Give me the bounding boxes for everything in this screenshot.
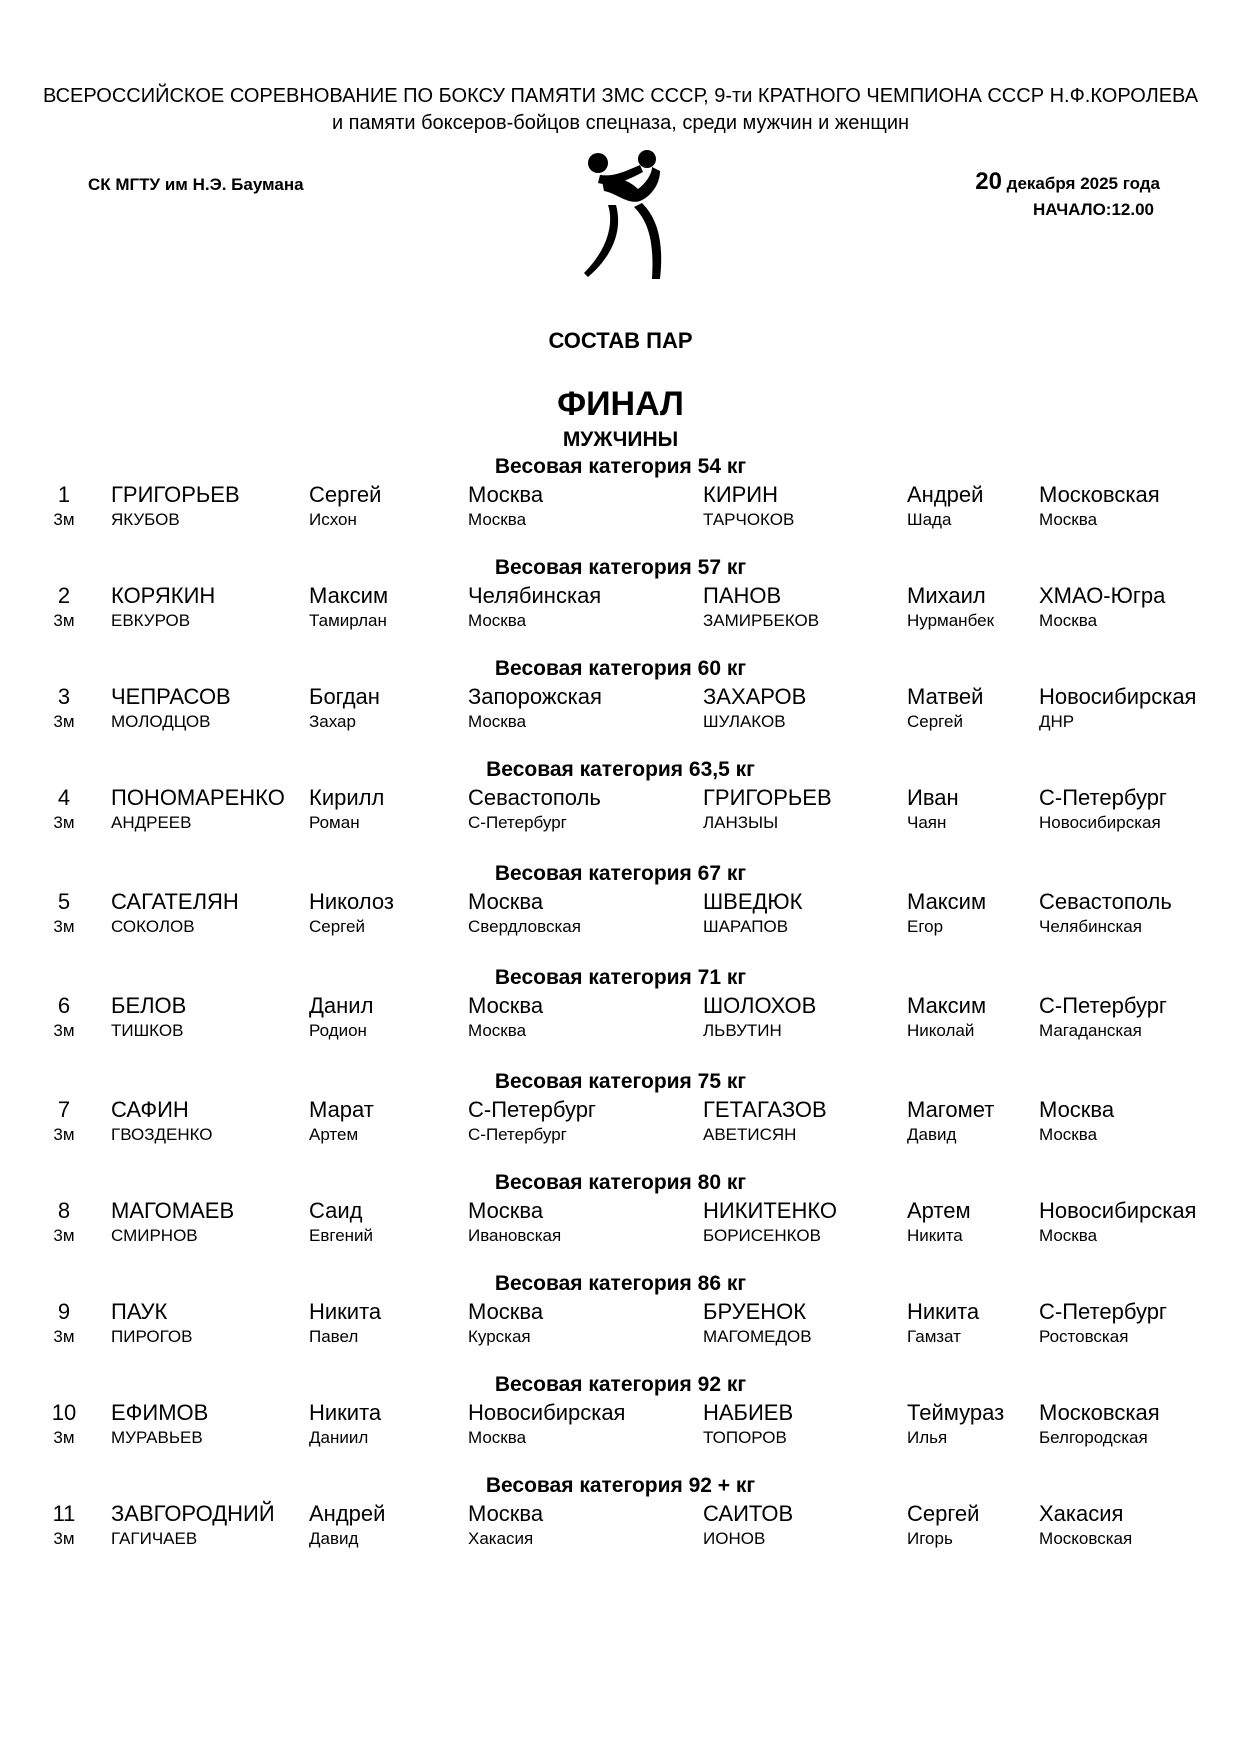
blue-coach-surname: ТАРЧОКОВ [703,510,795,529]
red-fighter-surname: САГАТЕЛЯН [111,889,239,914]
red-coach-name: Сергей [309,917,365,936]
venue: СК МГТУ им Н.Э. Баумана [88,175,304,194]
bout-fighters-row [0,583,1241,609]
red-coach-region: Москва [468,1428,527,1447]
red-coach-name: Захар [309,712,356,731]
blue-fighter-surname: БРУЕНОК [703,1299,807,1324]
red-fighter-region: Москва [468,1501,544,1526]
weight-category: Весовая категория 92 + кг [485,1474,756,1497]
red-coach-name: Даниил [309,1428,369,1447]
bout-fighters-row [0,1501,1241,1527]
bout-coaches-row [0,813,1241,835]
red-fighter-name: Никита [309,1400,382,1425]
blue-coach-region: Челябинская [1039,917,1142,936]
blue-fighter-name: Никита [907,1299,980,1324]
blue-coach-surname: ЗАМИРБЕКОВ [703,611,820,630]
red-coach-surname: ТИШКОВ [111,1021,184,1040]
blue-fighter-surname: ШОЛОХОВ [703,993,817,1018]
blue-coach-surname: ШАРАПОВ [703,917,789,936]
blue-fighter-region: Новосибирская [1039,684,1197,709]
red-fighter-surname: САФИН [111,1097,189,1122]
weight-category: Весовая категория 63,5 кг [486,758,755,781]
blue-fighter-region: Москва [1039,1097,1115,1122]
red-fighter-name: Богдан [309,684,380,709]
bout [0,758,1241,862]
bout [0,1171,1241,1272]
event-title-line-1: ВСЕРОССИЙСКОЕ СОРЕВНОВАНИЕ ПО БОКСУ ПАМЯТИ ЗМС СССР, 9-ти КРАТНОГО ЧЕМПИОНА СССР Н.Ф.КОРОЛЕВА [42,85,1199,107]
bout-fighters-row [0,1198,1241,1224]
red-coach-surname: ЕВКУРОВ [111,611,191,630]
final-title: ФИНАЛ [557,385,684,423]
event-date [880,168,1160,196]
blue-coach-surname: ШУЛАКОВ [703,712,786,731]
ring-label: 3м [53,1021,75,1040]
bout-number: 3 [57,684,71,709]
bout-number: 4 [57,785,71,810]
event-date-month-year: декабря 2025 года [1001,174,1160,193]
red-coach-surname: АНДРЕЕВ [111,813,192,832]
event-title-line-2: и памяти боксеров-бойцов спецназа, среди мужчин и женщин [331,112,910,134]
bout-coaches-row [0,1529,1241,1551]
bout-fighters-row [0,1299,1241,1325]
blue-coach-name: Шада [907,510,952,529]
red-coach-region: С-Петербург [468,813,567,832]
red-fighter-name: Николоз [309,889,394,914]
red-fighter-region: Новосибирская [468,1400,626,1425]
bout-number: 7 [57,1097,71,1122]
weight-category: Весовая категория 92 кг [494,1373,747,1396]
blue-fighter-name: Матвей [907,684,984,709]
red-coach-name: Родион [309,1021,367,1040]
bout-coaches-row [0,1226,1241,1248]
blue-coach-name: Егор [907,917,944,936]
bout [0,657,1241,758]
blue-coach-name: Никита [907,1226,963,1245]
bout-fighters-row [0,1097,1241,1123]
start-time: НАЧАЛО:12.00 [1032,200,1154,219]
blue-fighter-name: Артем [907,1198,971,1223]
blue-coach-region: Москва [1039,510,1098,529]
ring-label: 3м [53,611,75,630]
red-coach-name: Давид [309,1529,359,1548]
blue-coach-region: ДНР [1039,712,1075,731]
blue-fighter-surname: ГЕТАГАЗОВ [703,1097,827,1122]
blue-fighter-surname: ШВЕДЮК [703,889,803,914]
bout-coaches-row [0,510,1241,532]
blue-fighter-region: ХМАО-Югра [1039,583,1166,608]
date-block [880,168,1160,220]
red-fighter-region: Москва [468,889,544,914]
bout-number: 6 [57,993,71,1018]
red-coach-region: Москва [468,712,527,731]
red-coach-region: Москва [468,1021,527,1040]
bout-coaches-row [0,1327,1241,1349]
red-coach-name: Тамирлан [309,611,387,630]
weight-category: Весовая категория 60 кг [494,657,747,680]
blue-coach-name: Гамзат [907,1327,961,1346]
ring-label: 3м [53,1428,75,1447]
bout-number: 8 [57,1198,71,1223]
weight-category: Весовая категория 71 кг [494,966,747,989]
blue-fighter-surname: НАБИЕВ [703,1400,794,1425]
bout [0,1474,1241,1575]
blue-coach-region: Магаданская [1039,1021,1142,1040]
weight-category: Весовая категория 54 кг [494,455,747,478]
bout [0,862,1241,966]
bout-number: 2 [57,583,71,608]
red-coach-name: Евгений [309,1226,374,1245]
red-coach-surname: ПИРОГОВ [111,1327,193,1346]
blue-fighter-surname: ПАНОВ [703,583,782,608]
bout-fighters-row [0,482,1241,508]
blue-fighter-name: Максим [907,889,987,914]
red-coach-surname: ГАГИЧАЕВ [111,1529,198,1548]
red-fighter-surname: ПОНОМАРЕНКО [111,785,285,810]
boxer-leg-right [634,203,661,279]
weight-category: Весовая категория 67 кг [494,862,747,885]
bout-fighters-row [0,993,1241,1019]
ring-label: 3м [53,1226,75,1245]
blue-fighter-surname: САИТОВ [703,1501,794,1526]
bout [0,1272,1241,1373]
red-coach-surname: СОКОЛОВ [111,917,195,936]
bout [0,455,1241,556]
bout [0,1070,1241,1171]
blue-coach-name: Николай [907,1021,975,1040]
blue-coach-surname: ТОПОРОВ [703,1428,787,1447]
bout-number: 11 [52,1501,76,1526]
red-fighter-region: Москва [468,993,544,1018]
red-coach-region: Ивановская [468,1226,562,1245]
men-title: МУЖЧИНЫ [562,428,679,451]
blue-coach-region: Ростовская [1039,1327,1129,1346]
bout-coaches-row [0,1021,1241,1043]
bout-coaches-row [0,917,1241,939]
bout-number: 5 [57,889,71,914]
blue-fighter-name: Максим [907,993,987,1018]
red-coach-region: Курская [468,1327,531,1346]
bout-coaches-row [0,1428,1241,1450]
blue-fighter-name: Магомет [907,1097,995,1122]
red-fighter-surname: ЗАВГОРОДНИЙ [111,1501,275,1526]
blue-coach-surname: МАГОМЕДОВ [703,1327,812,1346]
red-coach-surname: СМИРНОВ [111,1226,198,1245]
blue-coach-region: Московская [1039,1529,1133,1548]
red-coach-name: Павел [309,1327,359,1346]
bout-fighters-row [0,785,1241,811]
ring-label: 3м [53,813,75,832]
boxer-glove-left [638,150,656,168]
bout-number: 1 [57,482,71,507]
bout-coaches-row [0,611,1241,633]
blue-fighter-name: Иван [907,785,959,810]
weight-category: Весовая категория 86 кг [494,1272,747,1295]
blue-fighter-surname: НИКИТЕНКО [703,1198,838,1223]
red-fighter-surname: КОРЯКИН [111,583,216,608]
red-fighter-name: Сергей [309,482,382,507]
bout-coaches-row [0,1125,1241,1147]
bout-coaches-row [0,712,1241,734]
blue-coach-region: Москва [1039,1226,1098,1245]
red-coach-region: Свердловская [468,917,581,936]
ring-label: 3м [53,510,75,529]
blue-coach-name: Игорь [907,1529,953,1548]
blue-coach-region: Новосибирская [1039,813,1161,832]
blue-fighter-region: С-Петербург [1039,993,1167,1018]
ring-label: 3м [53,1529,75,1548]
ring-label: 3м [53,712,75,731]
red-coach-surname: ГВОЗДЕНКО [111,1125,213,1144]
blue-coach-surname: ЛАНЗЫЫ [703,813,779,832]
red-fighter-region: Челябинская [468,583,602,608]
blue-coach-region: Москва [1039,611,1098,630]
blue-coach-surname: ИОНОВ [703,1529,766,1548]
boxer-pictogram-icon [580,145,710,305]
blue-fighter-name: Теймураз [907,1400,1005,1425]
blue-fighter-surname: ГРИГОРЬЕВ [703,785,832,810]
red-fighter-surname: ЧЕПРАСОВ [111,684,231,709]
blue-fighter-region: Севастополь [1039,889,1172,914]
red-fighter-surname: ГРИГОРЬЕВ [111,482,240,507]
bout-fighters-row [0,684,1241,710]
bout [0,1373,1241,1474]
weight-category: Весовая категория 80 кг [494,1171,747,1194]
blue-coach-surname: ЛЬВУТИН [703,1021,782,1040]
event-date-day: 20 [975,168,1002,195]
blue-coach-name: Нурманбек [907,611,995,630]
blue-fighter-region: Московская [1039,1400,1160,1425]
red-coach-region: Москва [468,510,527,529]
red-fighter-surname: МАГОМАЕВ [111,1198,235,1223]
red-fighter-region: Москва [468,482,544,507]
ring-label: 3м [53,917,75,936]
blue-fighter-name: Михаил [907,583,986,608]
red-coach-surname: ЯКУБОВ [111,510,180,529]
bout [0,966,1241,1070]
bout-fighters-row [0,1400,1241,1426]
boxer-leg-left [584,205,618,277]
red-coach-name: Роман [309,813,360,832]
blue-coach-region: Москва [1039,1125,1098,1144]
red-fighter-name: Марат [309,1097,374,1122]
red-coach-surname: МОЛОДЦОВ [111,712,211,731]
red-coach-name: Исхон [309,510,357,529]
red-fighter-name: Андрей [309,1501,386,1526]
blue-fighter-name: Андрей [907,482,984,507]
red-fighter-region: Москва [468,1299,544,1324]
blue-coach-name: Чаян [907,813,947,832]
blue-coach-name: Илья [907,1428,948,1447]
red-fighter-surname: ЕФИМОВ [111,1400,209,1425]
pairs-title: СОСТАВ ПАР [548,328,693,353]
red-fighter-region: Севастополь [468,785,601,810]
red-fighter-surname: ПАУК [111,1299,168,1324]
red-fighter-region: Запорожская [468,684,602,709]
blue-fighter-region: Хакасия [1039,1501,1124,1526]
red-coach-surname: МУРАВЬЕВ [111,1428,203,1447]
red-fighter-region: С-Петербург [468,1097,596,1122]
ring-label: 3м [53,1327,75,1346]
bout [0,556,1241,657]
bout-number: 10 [51,1400,77,1425]
blue-fighter-region: Новосибирская [1039,1198,1197,1223]
blue-coach-name: Сергей [907,712,963,731]
ring-label: 3м [53,1125,75,1144]
blue-fighter-region: Московская [1039,482,1160,507]
blue-coach-region: Белгородская [1039,1428,1148,1447]
blue-fighter-region: С-Петербург [1039,1299,1167,1324]
red-fighter-name: Данил [309,993,374,1018]
bouts-list [0,455,1241,1575]
blue-fighter-surname: КИРИН [703,482,779,507]
red-coach-name: Артем [309,1125,359,1144]
blue-fighter-name: Сергей [907,1501,980,1526]
red-fighter-name: Максим [309,583,389,608]
weight-category: Весовая категория 75 кг [494,1070,747,1093]
blue-coach-surname: АВЕТИСЯН [703,1125,797,1144]
boxer-head [588,153,608,173]
red-coach-region: Хакасия [468,1529,534,1548]
red-coach-region: Москва [468,611,527,630]
red-fighter-region: Москва [468,1198,544,1223]
blue-fighter-region: С-Петербург [1039,785,1167,810]
bout-fighters-row [0,889,1241,915]
red-fighter-surname: БЕЛОВ [111,993,187,1018]
red-coach-region: С-Петербург [468,1125,567,1144]
bout-number: 9 [57,1299,71,1324]
red-fighter-name: Саид [309,1198,363,1223]
blue-coach-name: Давид [907,1125,957,1144]
red-fighter-name: Никита [309,1299,382,1324]
red-fighter-name: Кирилл [309,785,385,810]
blue-coach-surname: БОРИСЕНКОВ [703,1226,821,1245]
weight-category: Весовая категория 57 кг [494,556,747,579]
blue-fighter-surname: ЗАХАРОВ [703,684,807,709]
